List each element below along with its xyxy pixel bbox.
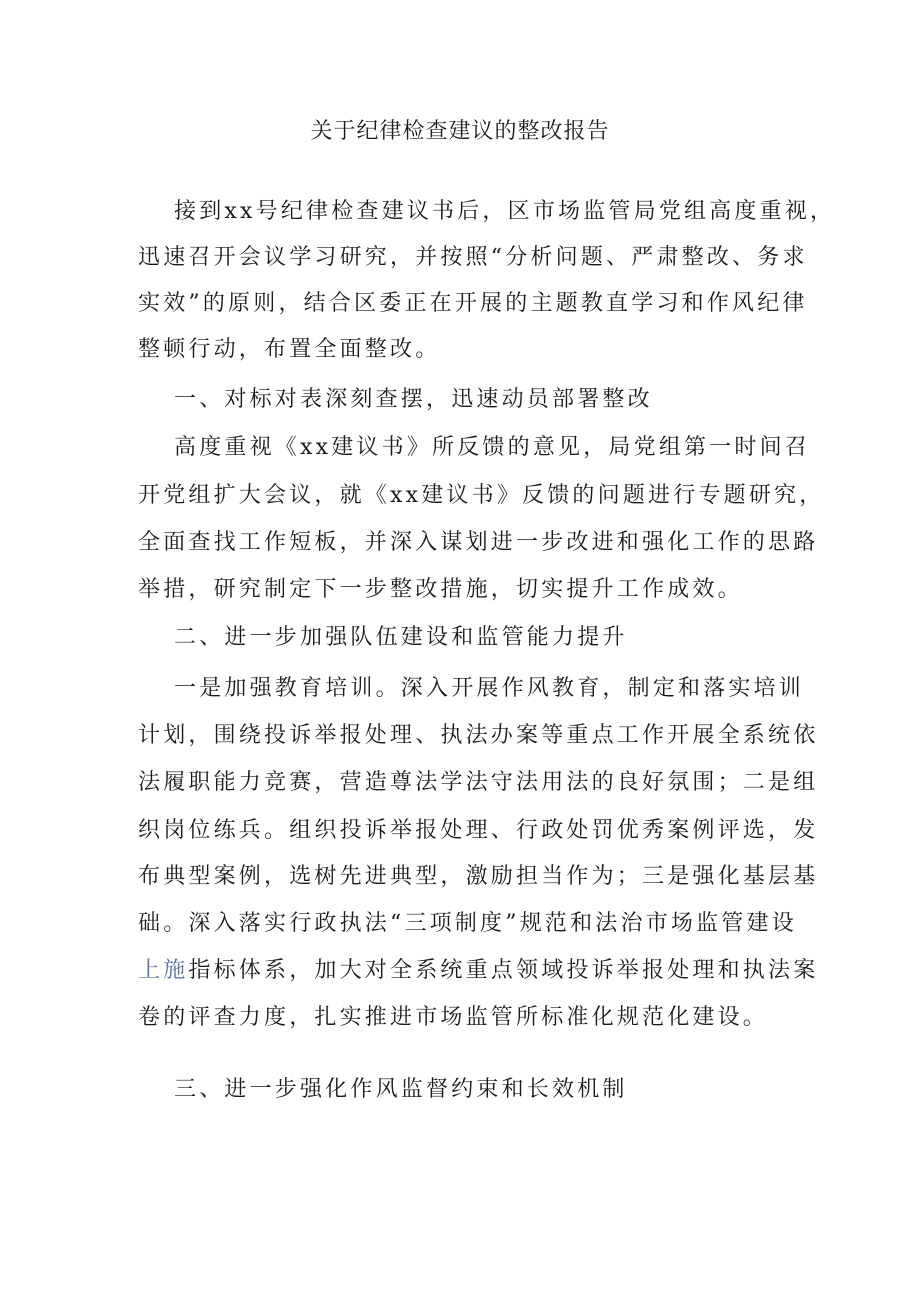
section-heading-3: 三、进一步强化作风监督约束和长效机制: [174, 1077, 628, 1102]
paragraph-1-line-3: 实效”的原则，结合区委正在开展的主题教直学习和作风纪律: [138, 291, 808, 316]
paragraph-2-line-1: 高度重视《xx建议书》所反馈的意见，局党组第一时间召: [174, 435, 811, 460]
section-heading-2: 二、进一步加强队伍建设和监管能力提升: [174, 625, 628, 650]
paragraph-3-line-3: 法履职能力竞赛，营造尊法学法守法用法的良好氛围；二是组: [138, 770, 819, 795]
paragraph-3-line-6: 础。深入落实行政执法“三项制度”规范和法治市场监管建设: [138, 911, 797, 936]
paragraph-3-line-8: 卷的评查力度，扎实推进市场监管所标准化规范化建设。: [138, 1005, 769, 1030]
paragraph-3-line-5: 布典型案例，选树先进典型，激励担当作为；三是强化基层基: [138, 864, 819, 889]
paragraph-3-line-1: 一是加强教育培训。深入开展作风教育，制定和落实培训: [174, 676, 805, 701]
paragraph-3-line-7: [138, 955, 818, 987]
highlighted-text: 上施: [138, 958, 189, 983]
paragraph-2-line-4: 举措，研究制定下一步整改措施，切实提升工作成效。: [138, 577, 743, 602]
paragraph-2-line-3: 全面查找工作短板，并深入谋划进一步改进和强化工作的思路: [138, 530, 819, 555]
paragraph-1-line-1: 接到xx号纪律检查建议书后，区市场监管局党组高度重视，: [174, 199, 836, 224]
paragraph-3-line-2: 计划，围绕投诉举报处理、执法办案等重点工作开展全系统依: [138, 723, 819, 748]
paragraph-2-line-2: 开党组扩大会议，就《xx建议书》反馈的问题进行专题研究，: [138, 483, 825, 508]
paragraph-3-line-7-text: 指标体系，加大对全系统重点领域投诉举报处理和执法案: [188, 958, 819, 983]
section-heading-1: 一、对标对表深刻查摆，迅速动员部署整改: [174, 387, 653, 412]
paragraph-1-line-2: 迅速召开会议学习研究，并按照“分析问题、严肃整改、务求: [138, 245, 808, 270]
paragraph-1-line-4: 整顿行动，布置全面整改。: [138, 337, 441, 362]
paragraph-3-line-4: 织岗位练兵。组织投诉举报处理、行政处罚优秀案例评选，发: [138, 818, 819, 843]
document-title: 关于纪律检查建议的整改报告: [310, 119, 610, 144]
